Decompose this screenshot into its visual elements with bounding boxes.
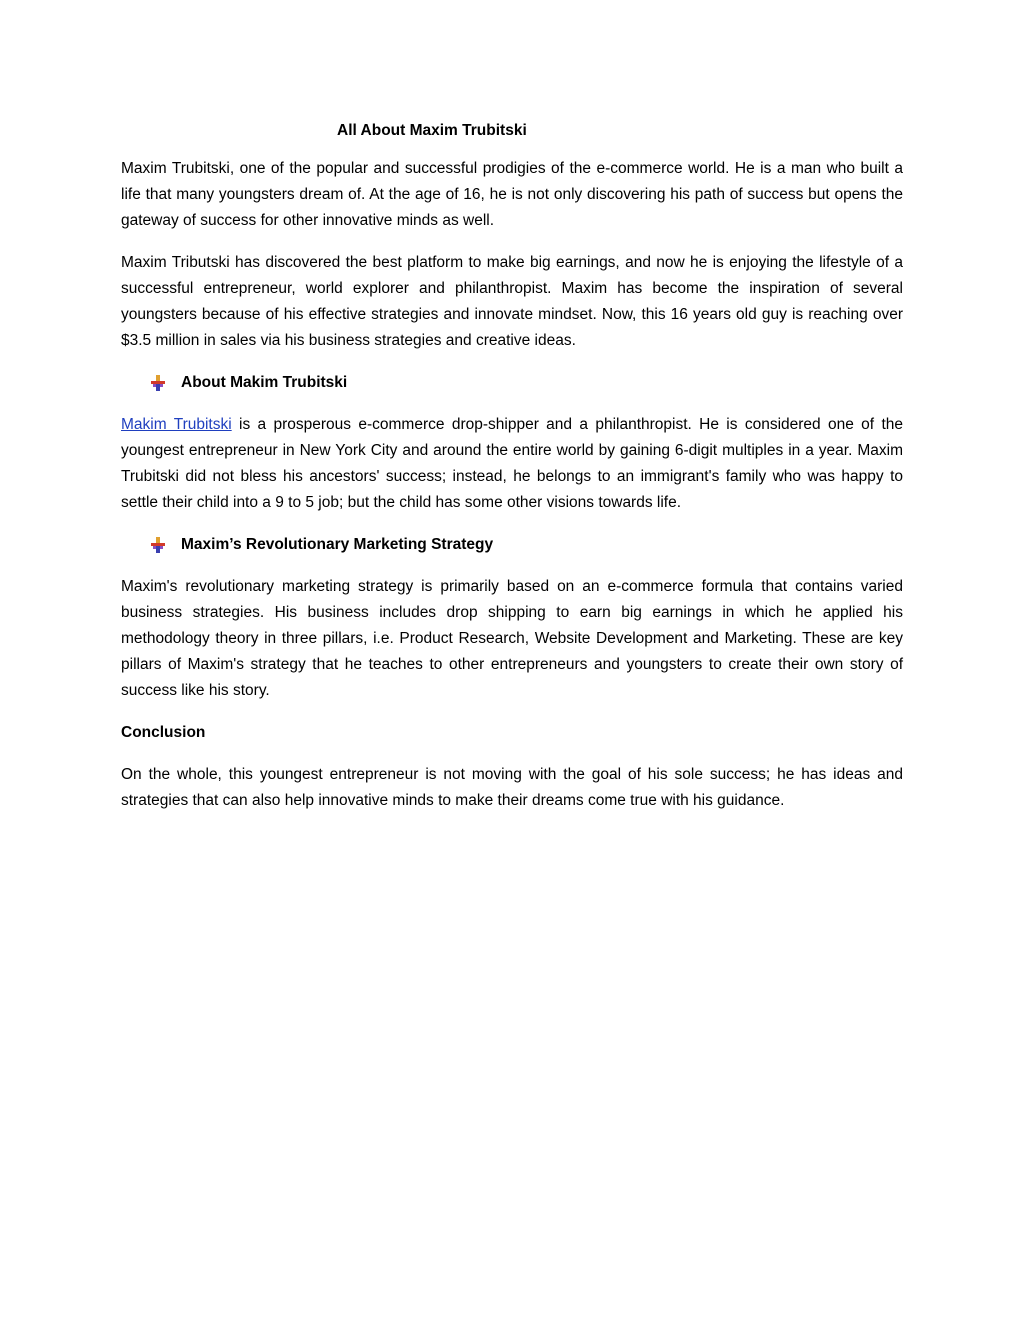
about-paragraph [121, 412, 903, 516]
document-title: All About Maxim Trubitski [337, 122, 527, 139]
strategy-heading-text: Maxim’s Revolutionary Marketing Strategy [181, 536, 494, 553]
conclusion-heading: Conclusion [121, 724, 206, 741]
about-heading-text: About Makim Trubitski [181, 374, 348, 391]
strategy-section-heading [151, 532, 903, 558]
bullet-arrow-icon [151, 537, 165, 553]
second-paragraph: Maxim Tributski has discovered the best platform to make big earnings, and now he is enjoying the lifestyle of a successful entrepreneur, world explorer and philanthropist. Maxim has become the inspiration of several youngsters because of his effective strategies and innovate mindset. Now, this 16 years old guy is reaching over $3.5 million in sales via his business strategies and creative ideas. [121, 254, 903, 349]
makim-trubitski-link[interactable]: Makim Trubitski [121, 416, 232, 433]
about-paragraph-text: is a prosperous e-commerce drop-shipper and a philanthropist. He is considered one of the youngest entrepreneur in New York City and around the entire world by gaining 6-digit multiples in a year. Maxim Trubitski did not bless his ancestors' success; instead, he belongs to an immigrant's family who was happy to settle their child into a 9 to 5 job; but the child has some other visions towards life. [121, 416, 903, 511]
strategy-paragraph: Maxim's revolutionary marketing strategy is primarily based on an e-commerce formula that contains varied business strategies. His business includes drop shipping to earn big earnings in which he applied his methodology theory in three pillars, i.e. Product Research, Website Development and Marketing. These are key pillars of Maxim's strategy that he teaches to other entrepreneurs and youngsters to create their own story of success like his story. [121, 578, 903, 699]
conclusion-paragraph: On the whole, this youngest entrepreneur is not moving with the goal of his sole success; he has ideas and strategies that can also help innovative minds to make their dreams come true with his guidance. [121, 766, 903, 809]
intro-paragraph: Maxim Trubitski, one of the popular and successful prodigies of the e-commerce world. He is a man who built a life that many youngsters dream of. At the age of 16, he is not only discovering his path of success but opens the gateway of success for other innovative minds as well. [121, 160, 903, 229]
bullet-arrow-icon [151, 375, 165, 391]
about-section-heading [151, 370, 903, 396]
document-content [121, 118, 903, 830]
